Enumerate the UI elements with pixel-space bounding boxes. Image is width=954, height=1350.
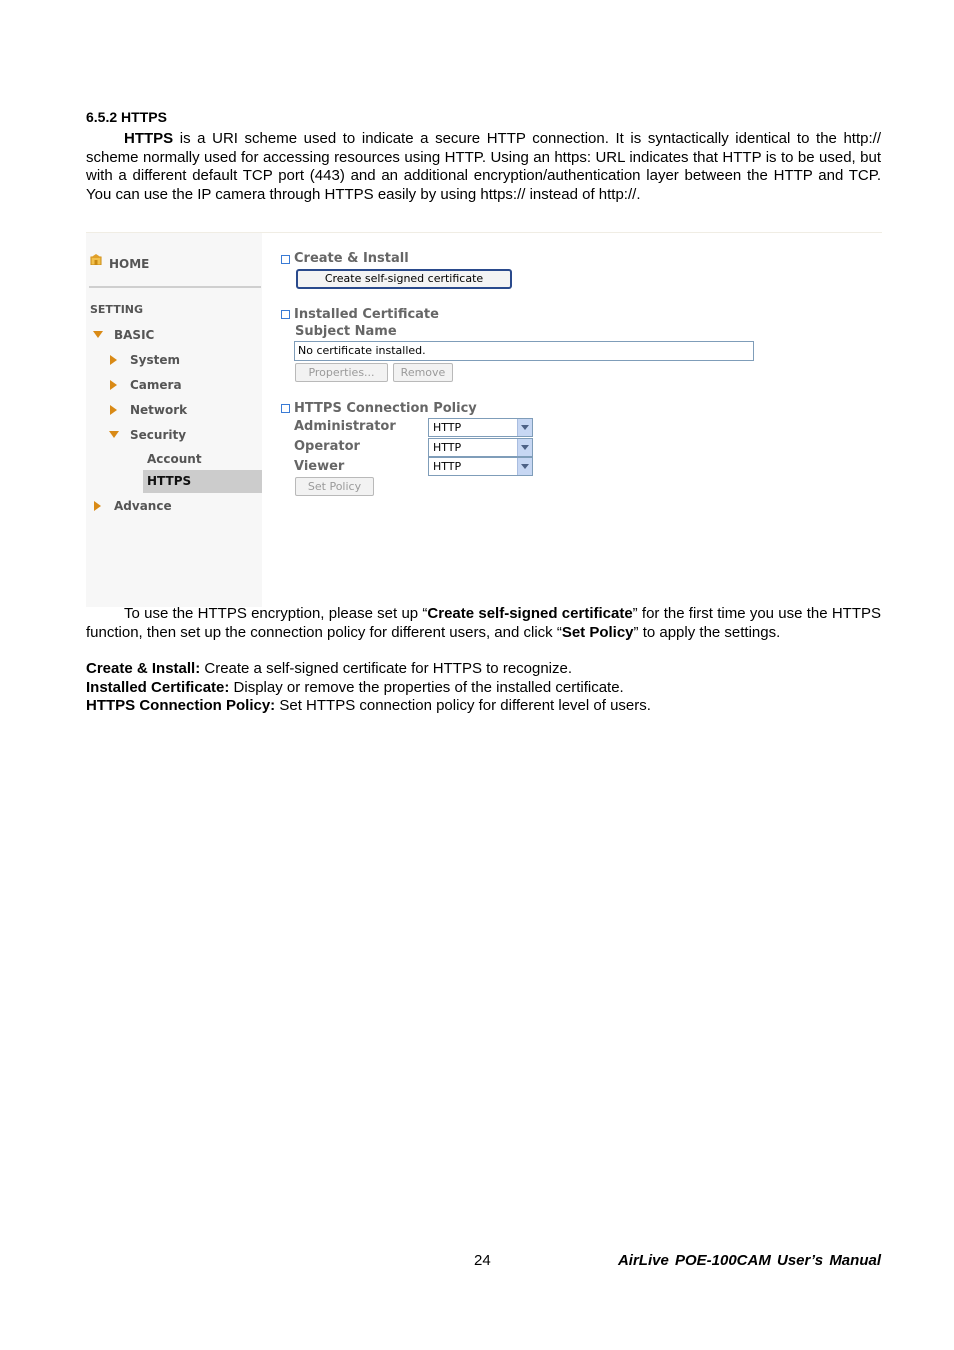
section-bullet-icon (281, 255, 290, 264)
usage-bold-2: Set Policy (561, 623, 634, 641)
usage-bold-1: Create self-signed certificate (427, 605, 633, 622)
properties-button[interactable]: Properties... (295, 363, 388, 382)
viewer-label: Viewer (294, 459, 345, 474)
page-number: 24 (474, 1252, 491, 1269)
definition-term: Create & Install: (86, 660, 201, 677)
policy-title: HTTPS Connection Policy (294, 401, 477, 416)
sidebar-item-camera[interactable]: Camera (130, 378, 182, 392)
sidebar-item-advance[interactable]: Advance (114, 499, 172, 513)
definition-desc: Set HTTPS connection policy for different level of users. (275, 697, 651, 714)
administrator-select-value: HTTP (433, 421, 462, 434)
home-icon (90, 254, 102, 265)
operator-select-value: HTTP (433, 441, 462, 454)
operator-label: Operator (294, 439, 360, 454)
sidebar-item-basic[interactable]: BASIC (114, 328, 155, 342)
section-bullet-icon (281, 310, 290, 319)
intro-bold-term: HTTPS (124, 130, 174, 147)
chevron-down-icon (517, 419, 532, 436)
expand-right-icon (110, 405, 117, 415)
installed-certificate-title: Installed Certificate (294, 307, 439, 322)
sidebar-item-account[interactable]: Account (147, 452, 202, 466)
sidebar-home-link[interactable]: HOME (109, 257, 150, 271)
definition-desc: Create a self-signed certificate for HTTPS to recognize. (200, 660, 573, 677)
sidebar-item-system[interactable]: System (130, 353, 180, 367)
manual-title: AirLive POE-100CAM User’s Manual (617, 1252, 881, 1269)
set-policy-button[interactable]: Set Policy (295, 477, 374, 496)
sidebar-item-https-label: HTTPS (147, 474, 192, 488)
administrator-select[interactable] (428, 418, 533, 437)
section-bullet-icon (281, 404, 290, 413)
sidebar-item-https-selected[interactable] (143, 470, 262, 493)
definition-desc: Display or remove the properties of the installed certificate. (229, 678, 624, 696)
subject-name-field[interactable]: No certificate installed. (294, 341, 754, 361)
https-settings-screenshot (86, 232, 882, 607)
expand-down-icon (109, 431, 119, 438)
expand-right-icon (110, 380, 117, 390)
sidebar-divider (89, 286, 261, 288)
expand-down-icon (93, 331, 103, 338)
viewer-select[interactable] (428, 457, 533, 476)
definition-item (86, 697, 881, 716)
intro-text: is a URI scheme used to indicate a secure HTTP connection. It is syntactically identical to the http:// scheme normally used for accessing resources using HTTP. Using an https: URL indicates that HTTP is to be used, but with a different default TCP port (443) and an additional encryption/authentication layer between the HTTP and TCP. You can use the IP camera through HTTPS easily by using https:// instead of http://. (86, 130, 881, 203)
operator-select[interactable] (428, 438, 533, 457)
subject-name-label: Subject Name (295, 324, 397, 339)
create-install-title: Create & Install (294, 251, 409, 266)
usage-text-3: ” to apply the settings. (633, 623, 781, 641)
expand-right-icon (110, 355, 117, 365)
chevron-down-icon (517, 458, 532, 475)
sidebar-item-network[interactable]: Network (130, 403, 188, 417)
usage-paragraph (86, 605, 881, 642)
usage-text-2: ” for the first time you use the HTTPS function, then set up the connection policy for different users, and click “ (86, 605, 881, 641)
administrator-label: Administrator (294, 419, 396, 434)
intro-paragraph (86, 130, 881, 204)
viewer-select-value: HTTP (433, 460, 462, 473)
chevron-down-icon (517, 439, 532, 456)
sidebar-setting-header: SETTING (90, 303, 144, 316)
remove-button[interactable]: Remove (393, 363, 453, 382)
sidebar-item-security[interactable]: Security (130, 428, 187, 442)
definition-term: Installed Certificate: (86, 678, 230, 696)
definitions-list (86, 660, 881, 716)
expand-right-icon (94, 501, 101, 511)
usage-text-1: To use the HTTPS encryption, please set up “ (124, 605, 428, 622)
create-certificate-button[interactable]: Create self-signed certificate (296, 269, 512, 289)
definition-item (86, 679, 881, 698)
section-heading: 6.5.2 HTTPS (86, 109, 167, 125)
definition-term: HTTPS Connection Policy: (86, 697, 276, 714)
definition-item (86, 660, 881, 679)
settings-sidebar (86, 233, 262, 607)
